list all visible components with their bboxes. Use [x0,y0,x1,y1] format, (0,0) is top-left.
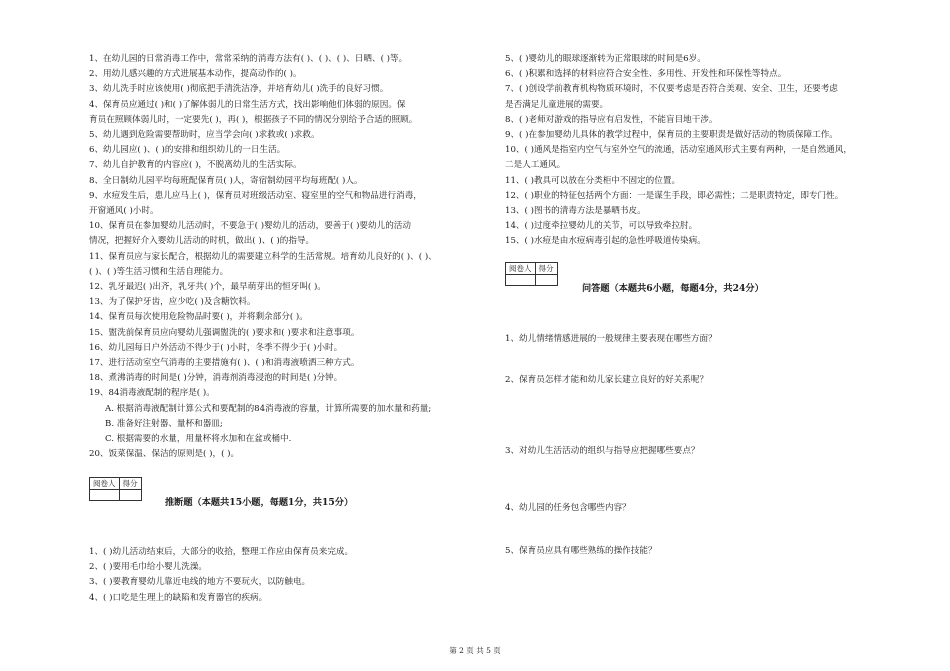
question-line: 10、保育员在参加婴幼儿活动时，不要急于( )婴幼儿的活动，要善于( )要幼儿的活动 [89,221,411,232]
qa-item: 4、幼儿园的任务包含哪些内容？ [505,503,631,513]
question-line: 17、进行活动室空气消毒的主要措施有( )、( )和消毒液喷洒三种方式。 [89,358,360,369]
qa-item: 1、幼儿情绪情感进展的一般规律主要表现在哪些方面？ [505,334,717,344]
question-line: 3、幼儿洗手时应该使用( )彻底把手清洗洁净，并培育幼儿( )洗手的良好习惯。 [89,84,389,95]
question-line: 16、幼儿园每日户外活动不得少于( )小时，冬季不得少于( )小时。 [89,342,343,353]
judgment-item: 2、( )要用毛巾给小婴儿洗澡。 [89,562,208,573]
question-line: 2、用幼儿感兴趣的方式进展基本动作，提高动作的( )。 [89,69,302,80]
question-line: 育员在照顾体弱儿时，一定要先( )，再( )，根据孩子不同的情况分别给予合适的照顾。 [89,114,418,125]
question-line: 12、乳牙最迟( )出齐，乳牙共( )个，最早萌芽出的恒牙叫( )。 [89,282,326,293]
score-box-qa [505,262,558,286]
judgment-item: 7、( )创设学前教育机构物质环境时，不仅要考虑是否符合美观、安全、卫生，还要考虑 [505,84,838,95]
judgment-item: 10、( )通风是指室内空气与室外空气的流通，活动室通风形式主要有两种，一是自然通风， [505,145,852,156]
reviewer-label: 阅卷人 [506,263,536,275]
question-line: 18、煮沸消毒的时间是( )分钟，消毒剂消毒浸泡的时间是( )分钟。 [89,373,343,384]
question-line: 8、全日制幼儿园平均每班配保育员( )人，寄宿制幼园平均每班配( )人。 [89,175,363,186]
question-line: 15、盥洗前保育员应向婴幼儿强调盥洗的( )要求和( )要求和注意事项。 [89,327,360,338]
question-line: 7、幼儿自护教育的内容应( )，不脱离幼儿的生活实际。 [89,160,302,171]
question-line: 6、幼儿园应( )、( )的安排和组织幼儿的一日生活。 [89,145,286,156]
qa-item: 5、保育员应具有哪些熟练的操作技能？ [505,546,657,556]
question-line: ( )、( )等生活习惯和生活自理能力。 [89,266,229,277]
score-cell [119,490,141,501]
page-footer: 第 2 页 共 5 页 [449,646,501,655]
judgment-item: 二是人工通风。 [505,160,566,171]
judgment-item: 1、( )幼儿活动结束后，大部分的收拾，整理工作应由保育员来完成。 [89,547,354,557]
question-line: 14、保育员每次使用危险物品时要( )，并将剩余部分( )。 [89,312,308,323]
qa-item: 2、保育员怎样才能和幼儿家长建立良好的好关系呢？ [505,375,709,385]
judgment-item: 9、( )在参加婴幼儿具体的教学过程中，保育员的主要职责是做好活动的物质保障工作。 [505,130,838,141]
question-line: 情况，把握好介入婴幼儿活动的时机，做出( )、( )的指导。 [89,236,315,247]
score-box-judgment [89,477,142,501]
judgment-item: 13、( )图书的清毒方法是暴晒书皮。 [505,206,646,217]
judgment-questions-right [505,52,905,250]
question-line: 13、为了保护牙齿，应少吃( )及含糖饮料。 [89,297,256,308]
judgment-item: 14、( )过度牵拉婴幼儿的关节，可以导致牵拉肘。 [505,221,698,232]
option-line: A. 根据消毒液配制计算公式和要配制的84消毒液的容量，计算所需要的加水量和药量; [105,403,432,414]
question-line: 开窗通风( )小时。 [89,206,159,217]
score-label: 得分 [119,478,141,490]
question-line: 20、饭菜保温、保洁的原则是( )，( )。 [89,449,240,460]
score-cell [535,275,557,286]
question-line: 5、幼儿遇到危险需要帮助时，应当学会向( )求救或( )求救。 [89,130,320,141]
judgment-item: 15、( )水痘是由水痘病毒引起的急性呼吸道传染病。 [505,236,706,247]
score-label: 得分 [535,263,557,275]
judgment-item: 6、( )积累和选择的材料应符合安全性、多用性、开发性和环保性等特点。 [505,69,787,80]
question-line: 11、保育员应与家长配合，根据幼儿的需要建立科学的生活常规。培育幼儿良好的( )、( )、 [89,251,437,262]
option-line: B. 准备好注射器、量杯和器皿; [105,418,223,429]
question-line: 9、水痘发生后，患儿应马上( )，保育员对班级活动室、寝室里的空气和物品进行消毒， [89,190,422,201]
question-line: 1、在幼儿园的日常消毒工作中，常常采纳的消毒方法有( )、( )、( )、日晒、( )等。 [89,54,408,64]
qa-section-title: 问答题（本题共6小题，每题4分，共24分） [582,283,764,294]
question-line: 4、保育员应通过( )和( )了解体弱儿的日常生活方式，找出影响他们体弱的原因。保 [89,99,406,110]
fill-blank-questions-left [89,52,481,462]
judgment-item: 8、( )老师对游戏的指导应有启发性，不能盲目地干涉。 [505,114,718,125]
option-line: C. 根据需要的水量，用量杯将水加和在盆或桶中. [105,434,292,445]
reviewer-label: 阅卷人 [90,478,120,490]
judgment-item: 4、( )口吃是生理上的缺陷和发育器官的疾病。 [89,592,268,603]
judgment-item: 12、( )职业的特征包括两个方面：一是谋生手段，即必需性；二是职责特定，即专门性。 [505,190,844,201]
judgment-item: 3、( )要教育婴幼儿靠近电线的地方不要玩火，以防触电。 [89,577,311,588]
judgment-questions [89,545,481,606]
reviewer-cell [90,490,120,501]
qa-item: 3、对幼儿生活活动的组织与指导应把握哪些要点？ [505,446,700,456]
judgment-item: 11、( )教具可以放在分类柜中不固定的位置。 [505,175,681,186]
judgment-item: 5、( )婴幼儿的眼球逐渐转为正常眼球的时间是6岁。 [505,54,706,64]
question-line: 19、84消毒液配制的程序是( )。 [89,388,215,399]
reviewer-cell [506,275,536,286]
judgment-item: 是否满足儿童进展的需要。 [505,99,609,110]
judgment-section-title: 推断题（本题共15小题，每题1分，共15分） [165,497,354,508]
